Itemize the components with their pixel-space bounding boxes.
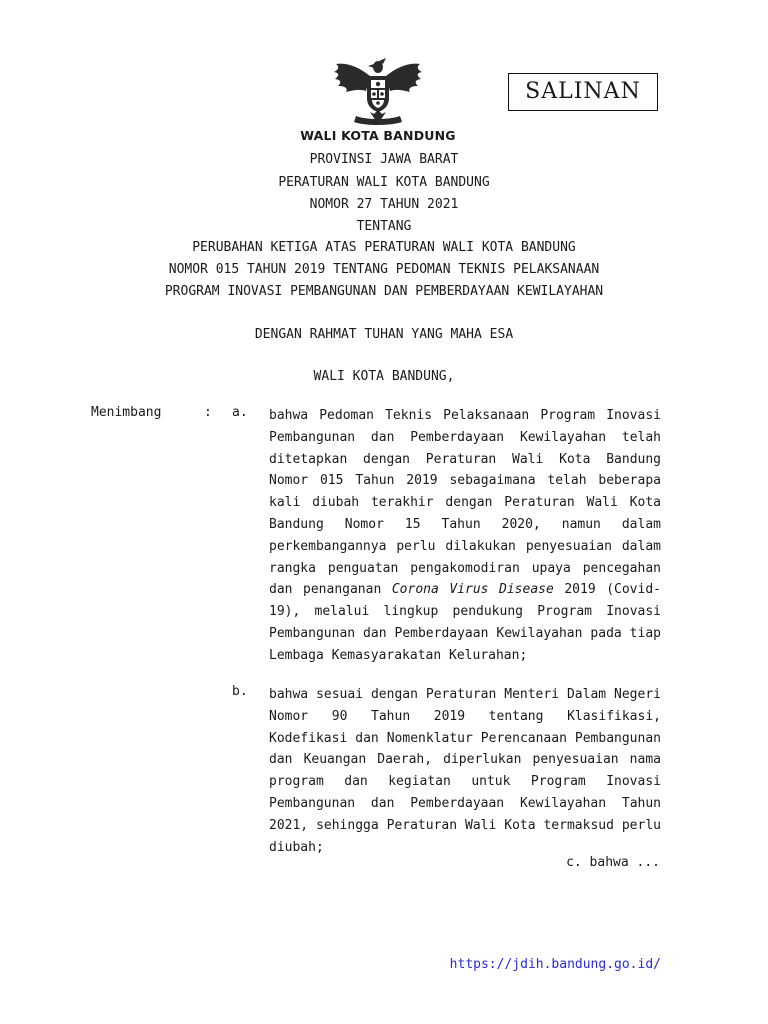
item-a-text-start: bahwa Pedoman Teknis Pelaksanaan Program Inovasi Pembangunan dan Pemberdayaan Kewilayahan telah ditetapkan dengan Peraturan Wali Kota Bandung Nomor 015 Tahun 2019 sebagaimana telah beberapa kali diubah terakhir dengan Peraturan Wali Kota Bandung Nomor 15 Tahun 2020, namun dalam perkembangannya perlu dilakukan penyesuaian dalam rangka penguatan pengakomodiran upaya pencegahan dan penanganan (269, 408, 661, 598)
page-catchword: c. bahwa ... (566, 855, 660, 870)
footer-link[interactable]: https://jdih.bandung.go.id/ (449, 957, 661, 972)
item-b-text: bahwa sesuai dengan Peraturan Menteri Dalam Negeri Nomor 90 Tahun 2019 tentang Klasifikasi, Kodefikasi dan Nomenklatur Perencanaan Pembangunan dan Keuangan Daerah, diperlukan penyesuaian nama program dan kegiatan untuk Program Inovasi Pembangunan dan Pemberdayaan Kewilayahan Tahun 2021, sehingga Peraturan Wali Kota termaksud perlu diubah; (269, 687, 661, 855)
considering-colon: : (204, 405, 212, 420)
title-line-3: PROGRAM INOVASI PEMBANGUNAN DAN PEMBERDAYAAN KEWILAYAHAN (164, 284, 604, 299)
regulation-number: NOMOR 27 TAHUN 2021 (309, 197, 459, 212)
blessing-line: DENGAN RAHMAT TUHAN YANG MAHA ESA (254, 327, 514, 342)
title-line-1: PERUBAHAN KETIGA ATAS PERATURAN WALI KOTA BANDUNG (192, 240, 576, 255)
title-line-2: NOMOR 015 TAHUN 2019 TENTANG PEDOMAN TEKNIS PELAKSANAAN (168, 262, 600, 277)
item-a-text-end: 2019 (Covid-19), melalui lingkup pendukung Program Inovasi Pembangunan dan Pemberdayaan Kewilayahan pada tiap Lembaga Kemasyarakatan Kelurahan; (269, 582, 661, 663)
emblem-caption: WALI KOTA BANDUNG (300, 128, 456, 143)
regulation-heading: PERATURAN WALI KOTA BANDUNG (278, 175, 490, 190)
item-a-text (269, 405, 661, 667)
item-a-italic-term: Corona Virus Disease (391, 582, 554, 598)
item-b-marker: b. (232, 684, 248, 699)
item-a-marker: a. (232, 405, 248, 420)
considering-label: Menimbang (91, 405, 162, 420)
issuer-line: WALI KOTA BANDUNG, (313, 369, 455, 384)
garuda-emblem-icon (330, 58, 426, 128)
province-heading: PROVINSI JAWA BARAT (309, 152, 459, 167)
about-heading: TENTANG (356, 219, 412, 234)
copy-stamp: SALINAN (508, 73, 658, 111)
